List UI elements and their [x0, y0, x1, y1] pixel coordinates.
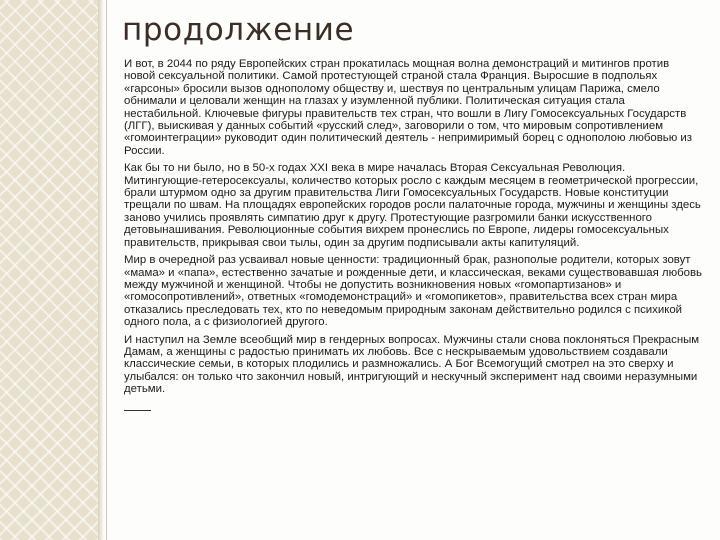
closing-rule	[124, 410, 151, 411]
slide-title: продолжение	[122, 12, 355, 48]
decorative-vertical-line	[106, 0, 107, 540]
body-paragraph-4: И наступил на Земле всеобщий мир в гендерных вопросах. Мужчины стали снова поклоняться Прекрасным Дамам, а женщины с радостью принимать их любовь. Все с нескрываемым удовольствием создавали классические семьи, в которых плодились и размножались. А Бог Всемогущий смотрел на это сверху и улыбался: он только что закончил новый, интригующий и нескучный эксперимент над своими неразумными детьми.	[124, 333, 700, 396]
decorative-side-shade	[98, 0, 104, 540]
slide-body	[124, 58, 702, 411]
body-paragraph-3: Мир в очередной раз усваивал новые ценности: традиционный брак, разнополые родители, которых зовут «мама» и «папа», естественно зачатые и рожденные дети, и классическая, веками существовавшая любовь между мужчиной и женщиной. Чтобы не допустить возникновения новых «гомопартизанов» и «гомосопротивлений», ответных «гомодемонстраций» и «гомопикетов», правительства всех стран мира отказались преследовать тех, кто по неведомым природным законам действительно родился с психикой одного пола, а с физиологией другого.	[124, 254, 702, 329]
body-paragraph-2: Как бы то ни было, но в 50-х годах XXI века в мире началась Вторая Сексуальная Революция. Митингующие-гетеросексуалы, количество которых росло с каждым месяцем в геометрической прогрессии, брали штурмом одно за другим правительства Лиги Гомосексуальных Государств. Новые конституции трещали по швам. На площадях европейских городов росли палаточные города, мужчины и женщины здесь заново учились проявлять симпатию друг к другу. Протестующие разгромили банки искусственного детовынашивания. Революционные события вихрем пронеслись по Европе, лидеры гомосексуальных правительств, прикрывая свои тылы, один за другим подписывали акты капитуляций.	[124, 162, 701, 249]
decorative-side-pattern	[0, 0, 98, 540]
body-paragraph-1: И вот, в 2044 по ряду Европейских стран прокатилась мощная волна демонстраций и митингов против новой сексуальной политики. Самой протестующей страной стала Франция. Выросшие в подпольях «гарсоны» бросили вызов однополому обществу и, шествуя по центральным улицам Парижа, смело обнимали и целовали женщин на глазах у изумленной публики. Политическая ситуация стала нестабильной. Ключевые фигуры правительств тех стран, что вошли в Лигу Гомосексуальных Государств (ЛГГ), выискивая у данных событий «русский след», заговорили о том, что мировым сопротивлением «гомоинтеграции» руководит один политический деятель - непримиримый борец с однополою любовью из России.	[124, 58, 693, 157]
